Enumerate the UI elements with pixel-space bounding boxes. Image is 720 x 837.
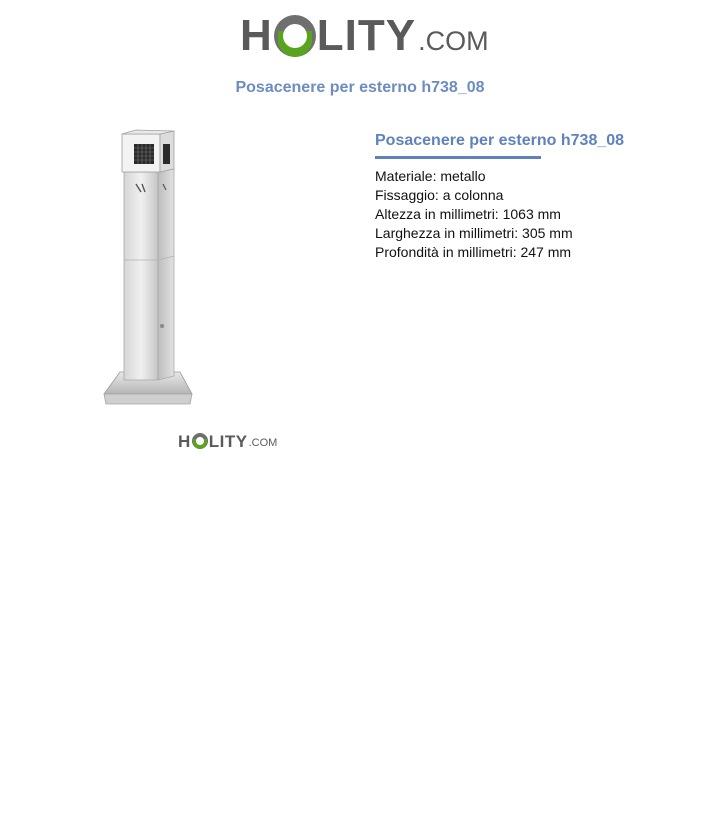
- product-detail: [375, 132, 695, 262]
- logo-wordmark: LITY: [316, 11, 417, 60]
- spec-depth: Profondità in millimetri: 247 mm: [375, 244, 572, 260]
- product-image: [100, 128, 200, 410]
- logo-o-icon: [274, 15, 316, 57]
- product-name: Posacenere per esterno h738_08: [375, 132, 625, 149]
- brand-logo: [240, 11, 489, 60]
- page-title: Posacenere per esterno h738_08: [235, 79, 485, 96]
- spec-height: Altezza in millimetri: 1063 mm: [375, 206, 561, 222]
- logo-small-o-icon: [192, 433, 208, 449]
- spec-material: Materiale: metallo: [375, 168, 486, 184]
- brand-logo-small: [178, 433, 277, 450]
- logo-letter-h: H: [240, 11, 273, 60]
- logo-small-letter-h: H: [178, 432, 191, 451]
- spec-width: Larghezza in millimetri: 305 mm: [375, 225, 573, 241]
- spec-fixing: Fissaggio: a colonna: [375, 187, 504, 203]
- logo-small-wordmark: LITY: [208, 432, 248, 451]
- logo-domain: .COM: [418, 26, 489, 56]
- logo-small-domain: .COM: [248, 437, 278, 449]
- title-underline: [375, 156, 541, 159]
